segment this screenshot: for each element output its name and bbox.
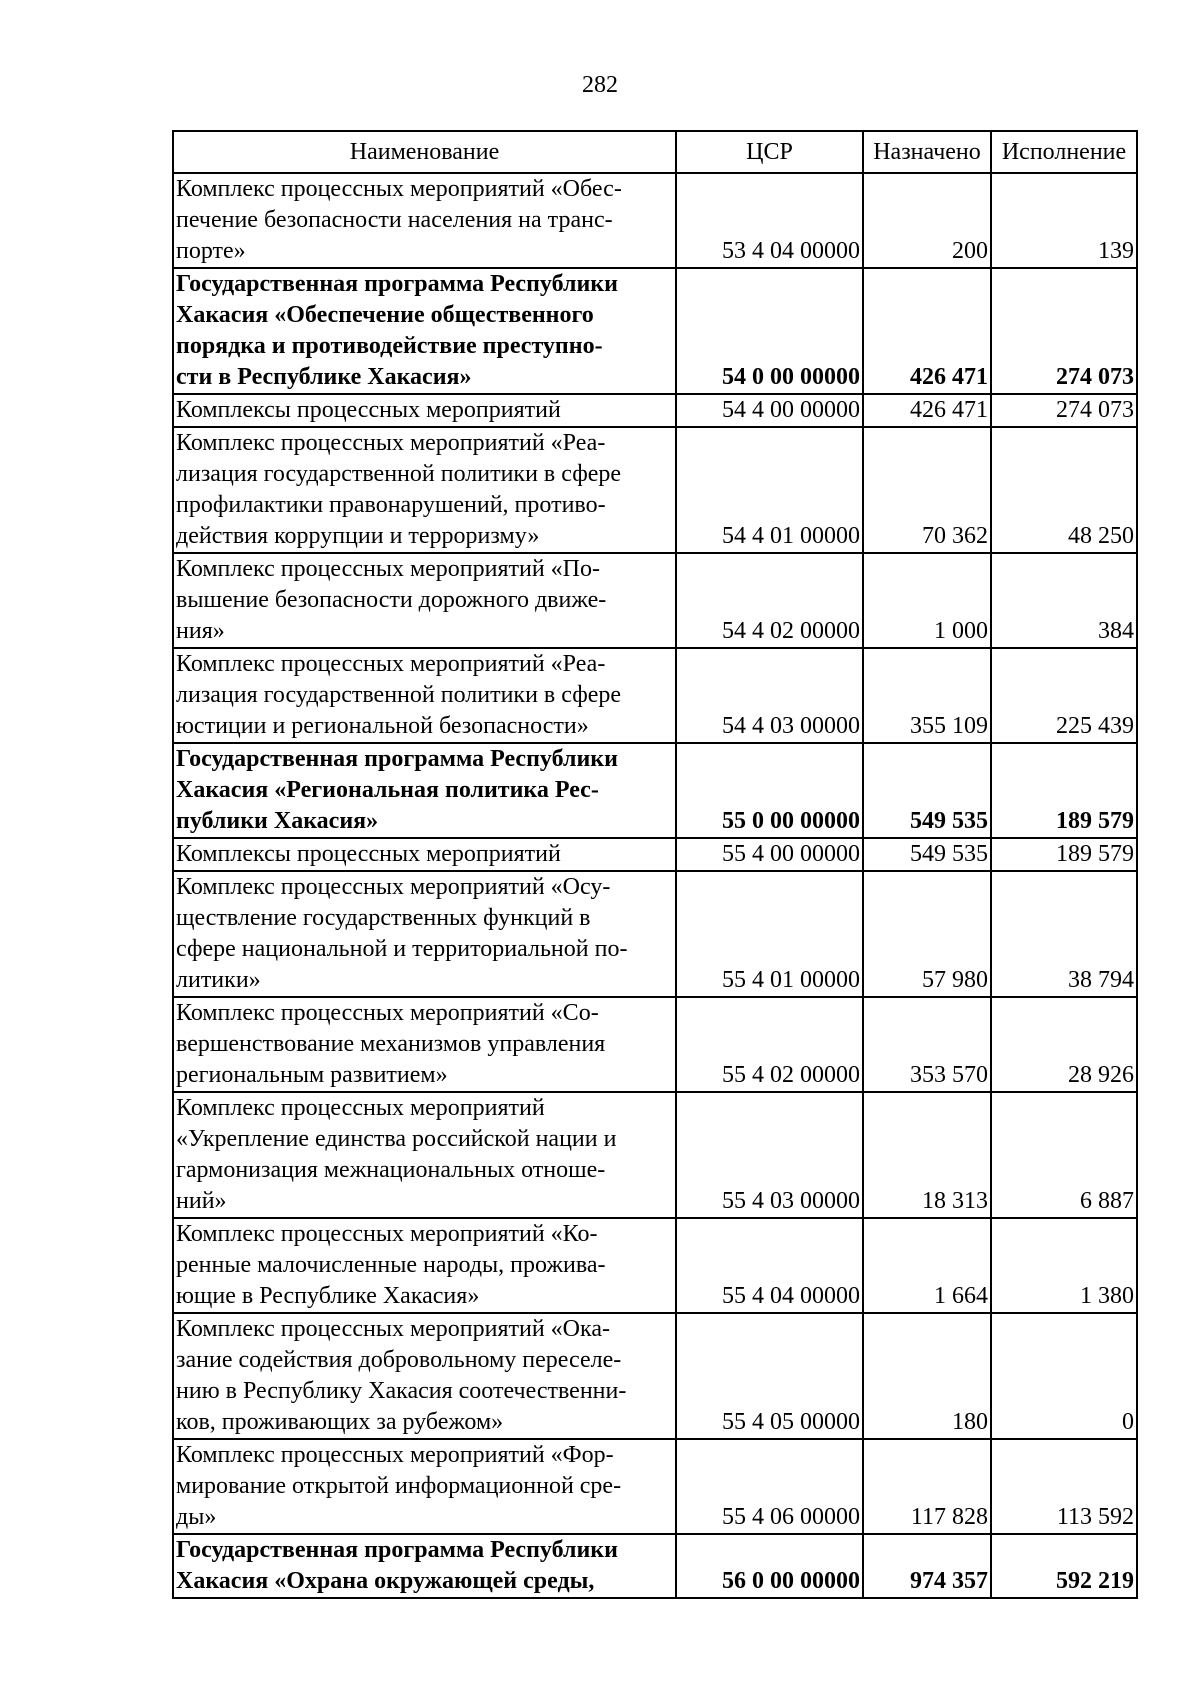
row-name-line: региональным развитием» — [176, 1062, 448, 1088]
table-row — [173, 394, 1137, 427]
program-row — [173, 743, 1137, 838]
program-row — [173, 1534, 1137, 1598]
row-name — [173, 871, 676, 997]
header-executed: Исполнение — [991, 131, 1137, 173]
row-name-line: Государственная программа Республики — [176, 746, 618, 772]
row-name-line: профилактики правонарушений, противо- — [176, 492, 606, 518]
row-code: 53 4 04 00000 — [676, 173, 863, 268]
row-executed: 592 219 — [991, 1534, 1137, 1598]
row-name — [173, 268, 676, 394]
table-row — [173, 997, 1137, 1092]
row-name — [173, 648, 676, 743]
row-code: 54 4 03 00000 — [676, 648, 863, 743]
row-name-line: Комплексы процессных мероприятий — [176, 841, 561, 867]
header-planned: Назначено — [863, 131, 991, 173]
table-body — [173, 173, 1137, 1598]
row-code: 55 4 02 00000 — [676, 997, 863, 1092]
row-executed: 28 926 — [991, 997, 1137, 1092]
row-name-line: Комплексы процессных мероприятий — [176, 397, 561, 423]
row-name-line: сфере национальной и территориальной по- — [176, 936, 628, 962]
row-name-line: Хакасия «Обеспечение общественного — [176, 302, 594, 328]
table-row — [173, 838, 1137, 871]
header-name: Наименование — [173, 131, 676, 173]
row-name-line: ков, проживающих за рубежом» — [176, 1409, 504, 1435]
row-executed: 274 073 — [991, 394, 1137, 427]
row-name-line: Комплекс процессных мероприятий «Реа- — [176, 430, 606, 456]
row-name — [173, 1313, 676, 1439]
row-planned: 1 000 — [863, 553, 991, 648]
row-name-line: Комплекс процессных мероприятий «По- — [176, 556, 601, 582]
row-name — [173, 997, 676, 1092]
row-name-line: Комплекс процессных мероприятий «Фор- — [176, 1442, 614, 1468]
row-name-line: Хакасия «Охрана окружающей среды, — [176, 1568, 595, 1594]
row-name-line: ренные малочисленные народы, прожива- — [176, 1252, 606, 1278]
row-name — [173, 1218, 676, 1313]
row-name-line: Комплекс процессных мероприятий «Обес- — [176, 176, 622, 202]
row-name-line: порте» — [176, 238, 246, 264]
row-name-line: Государственная программа Республики — [176, 271, 618, 297]
row-planned: 180 — [863, 1313, 991, 1439]
row-executed: 384 — [991, 553, 1137, 648]
table-row — [173, 427, 1137, 553]
row-name-line: Комплекс процессных мероприятий — [176, 1095, 545, 1121]
header-code: ЦСР — [676, 131, 863, 173]
row-name-line: лизация государственной политики в сфере — [176, 682, 622, 708]
row-name-line: публики Хакасия» — [176, 808, 379, 834]
table-row — [173, 871, 1137, 997]
row-name — [173, 394, 676, 427]
row-code: 56 0 00 00000 — [676, 1534, 863, 1598]
row-executed: 189 579 — [991, 838, 1137, 871]
row-executed: 113 592 — [991, 1439, 1137, 1534]
row-name-line: ний» — [176, 1188, 227, 1214]
row-code: 54 4 00 00000 — [676, 394, 863, 427]
row-name — [173, 427, 676, 553]
row-planned: 18 313 — [863, 1092, 991, 1218]
row-code: 54 0 00 00000 — [676, 268, 863, 394]
row-executed: 38 794 — [991, 871, 1137, 997]
row-planned: 117 828 — [863, 1439, 991, 1534]
row-planned: 549 535 — [863, 743, 991, 838]
row-name-line: ды» — [176, 1504, 217, 1530]
row-planned: 70 362 — [863, 427, 991, 553]
row-code: 55 4 00 00000 — [676, 838, 863, 871]
row-planned: 426 471 — [863, 394, 991, 427]
row-name-line: Государственная программа Республики — [176, 1537, 618, 1563]
row-executed: 48 250 — [991, 427, 1137, 553]
row-name-line: Комплекс процессных мероприятий «Ко- — [176, 1221, 598, 1247]
row-name — [173, 1092, 676, 1218]
row-name-line: Комплекс процессных мероприятий «Реа- — [176, 651, 606, 677]
row-name — [173, 838, 676, 871]
row-name — [173, 1534, 676, 1598]
row-code: 55 0 00 00000 — [676, 743, 863, 838]
row-name-line: действия коррупции и терроризму» — [176, 523, 540, 549]
row-name — [173, 173, 676, 268]
row-code: 55 4 05 00000 — [676, 1313, 863, 1439]
row-code: 54 4 02 00000 — [676, 553, 863, 648]
row-name-line: ния» — [176, 618, 225, 644]
table-row — [173, 1218, 1137, 1313]
page-number: 282 — [582, 72, 618, 98]
table-row — [173, 173, 1137, 268]
row-code: 54 4 01 00000 — [676, 427, 863, 553]
program-row — [173, 268, 1137, 394]
row-name-line: Хакасия «Региональная политика Рес- — [176, 777, 599, 803]
row-name-line: вершенствование механизмов управления — [176, 1031, 606, 1057]
row-planned: 200 — [863, 173, 991, 268]
row-name-line: гармонизация межнациональных отноше- — [176, 1157, 606, 1183]
table-row — [173, 1092, 1137, 1218]
row-planned: 974 357 — [863, 1534, 991, 1598]
row-planned: 426 471 — [863, 268, 991, 394]
row-code: 55 4 03 00000 — [676, 1092, 863, 1218]
row-name — [173, 1439, 676, 1534]
row-name — [173, 553, 676, 648]
row-name-line: вышение безопасности дорожного движе- — [176, 587, 607, 613]
row-name-line: юстиции и региональной безопасности» — [176, 713, 589, 739]
table-header-row — [173, 131, 1137, 173]
row-name-line: сти в Республике Хакасия» — [176, 364, 472, 390]
row-executed: 225 439 — [991, 648, 1137, 743]
row-executed: 274 073 — [991, 268, 1137, 394]
row-name-line: порядка и противодействие преступно- — [176, 333, 603, 359]
row-planned: 549 535 — [863, 838, 991, 871]
budget-table — [172, 130, 1138, 1599]
row-name-line: Комплекс процессных мероприятий «Ока- — [176, 1316, 610, 1342]
row-executed: 6 887 — [991, 1092, 1137, 1218]
row-name — [173, 743, 676, 838]
row-name-line: Комплекс процессных мероприятий «Осу- — [176, 874, 611, 900]
row-code: 55 4 04 00000 — [676, 1218, 863, 1313]
row-name-line: печение безопасности населения на транс- — [176, 207, 613, 233]
table-row — [173, 648, 1137, 743]
row-planned: 355 109 — [863, 648, 991, 743]
row-name-line: зание содействия добровольному переселе- — [176, 1347, 622, 1373]
row-planned: 353 570 — [863, 997, 991, 1092]
row-code: 55 4 06 00000 — [676, 1439, 863, 1534]
row-name-line: «Укрепление единства российской нации и — [176, 1126, 617, 1152]
row-name-line: нию в Республику Хакасия соотечественни- — [176, 1378, 627, 1404]
row-executed: 189 579 — [991, 743, 1137, 838]
row-name-line: лизация государственной политики в сфере — [176, 461, 622, 487]
row-code: 55 4 01 00000 — [676, 871, 863, 997]
row-executed: 0 — [991, 1313, 1137, 1439]
row-name-line: Комплекс процессных мероприятий «Со- — [176, 1000, 599, 1026]
row-name-line: ющие в Республике Хакасия» — [176, 1283, 480, 1309]
table-row — [173, 1313, 1137, 1439]
table-row — [173, 1439, 1137, 1534]
table-row — [173, 553, 1137, 648]
row-name-line: мирование открытой информационной сре- — [176, 1473, 622, 1499]
row-executed: 139 — [991, 173, 1137, 268]
row-executed: 1 380 — [991, 1218, 1137, 1313]
row-planned: 57 980 — [863, 871, 991, 997]
row-name-line: литики» — [176, 967, 261, 993]
row-name-line: ществление государственных функций в — [176, 905, 591, 931]
row-planned: 1 664 — [863, 1218, 991, 1313]
